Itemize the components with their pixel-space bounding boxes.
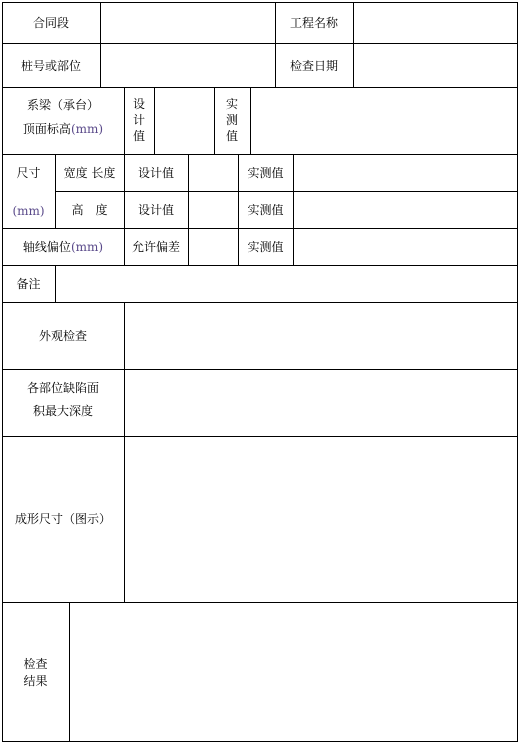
- row-line: [2, 43, 518, 44]
- appearance-check-label: 外观检查: [38, 329, 87, 343]
- col-line: [353, 2, 354, 88]
- border-right: [517, 2, 518, 742]
- measured-value-label: 实测值: [247, 240, 284, 254]
- result-label-line1: 检查: [23, 657, 48, 671]
- col-line: [188, 154, 189, 266]
- measured-value-label: 实测值: [247, 203, 284, 217]
- size-unit: (mm): [12, 204, 45, 218]
- row-line: [2, 602, 518, 603]
- col-line: [100, 2, 101, 88]
- height-label: 高 度: [71, 203, 108, 217]
- row-line: [2, 265, 518, 266]
- defect-label-line1: 各部位缺陷面: [26, 381, 99, 395]
- allowed-deviation-label: 允许偏差: [131, 240, 180, 254]
- inspection-date-label: 检查日期: [289, 59, 338, 73]
- col-line: [154, 87, 155, 155]
- measured-value-label: 实测值: [247, 166, 284, 180]
- border-left: [2, 2, 3, 742]
- measured-value-vertical-label: 实 测 值: [225, 97, 238, 143]
- col-line: [124, 87, 125, 155]
- row-line: [2, 87, 518, 88]
- col-line: [293, 154, 294, 266]
- project-name-label: 工程名称: [289, 16, 338, 30]
- col-line: [55, 265, 56, 303]
- row-line: [2, 154, 518, 155]
- beam-label: 系梁（承台）: [26, 98, 99, 112]
- row-line: [2, 436, 518, 437]
- station-label: 桩号或部位: [20, 59, 81, 73]
- col-line: [69, 602, 70, 742]
- row-line: [2, 228, 518, 229]
- col-line: [250, 87, 251, 155]
- remarks-label: 备注: [16, 277, 41, 291]
- border-bottom: [2, 741, 518, 742]
- width-length-label: 宽度 长度: [63, 166, 116, 180]
- size-label: 尺寸: [16, 166, 41, 180]
- design-value-vertical-label: 设 计 值: [132, 97, 145, 143]
- col-line: [214, 87, 215, 155]
- row-line: [2, 302, 518, 303]
- defect-label-line2: 积最大深度: [32, 404, 93, 418]
- result-label-line2: 结果: [23, 674, 48, 688]
- top-elevation-label: 顶面标高(mm): [22, 122, 104, 136]
- axis-offset-label: 轴线偏位(mm): [22, 240, 104, 254]
- design-value-label: 设计值: [137, 166, 174, 180]
- design-value-label: 设计值: [137, 203, 174, 217]
- shape-size-label: 成形尺寸（图示）: [14, 512, 111, 526]
- border-top: [2, 2, 518, 3]
- contract-section-label: 合同段: [32, 16, 69, 30]
- row-line: [2, 369, 518, 370]
- col-line: [124, 302, 125, 603]
